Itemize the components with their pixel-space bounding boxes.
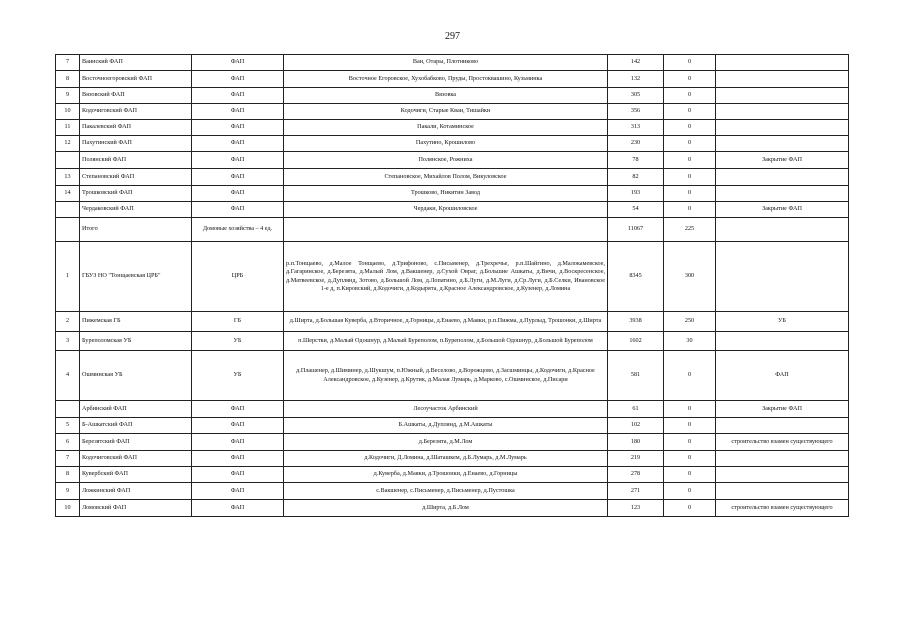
facility-type: УБ	[192, 351, 284, 401]
served-settlements: Трошково, Никитин Завод	[284, 186, 608, 202]
note-text: Закрытие ФАП	[716, 401, 849, 418]
served-settlements: Кодочиги, Старые Кваи, Тишайки	[284, 104, 608, 120]
population-value: 102	[608, 418, 664, 434]
served-settlements: д.Березята, д.М.Лом	[284, 434, 608, 451]
served-settlements: Б.Ашкаты, д.Дуплянд, д.М.Ашкаты	[284, 418, 608, 434]
facility-name: ГБУЗ НО "Тонщаевская ЦРБ"	[80, 242, 192, 312]
capacity-value: 0	[664, 71, 716, 88]
served-settlements: д.Ширта, д.Большая Куверба, д.Вторичное, д.Горницы, д.Енаево, д.Маяки, р.п.Пижма, д.Пурлыд, Трошонки, д.Ширта	[284, 312, 608, 332]
note-text	[716, 218, 849, 242]
capacity-value: 0	[664, 351, 716, 401]
population-value: 219	[608, 451, 664, 467]
facility-type: ФАП	[192, 120, 284, 136]
facility-name: Ломовский ФАП	[80, 500, 192, 517]
note-text: Закрытие ФАП	[716, 202, 849, 218]
note-text	[716, 88, 849, 104]
capacity-value: 0	[664, 88, 716, 104]
population-value: 11067	[608, 218, 664, 242]
facility-type: ФАП	[192, 451, 284, 467]
facility-type: ФАП	[192, 202, 284, 218]
population-value: 132	[608, 71, 664, 88]
capacity-value: 0	[664, 434, 716, 451]
note-text: ФАП	[716, 351, 849, 401]
note-text	[716, 55, 849, 71]
row-number: 4	[56, 351, 80, 401]
table-row	[56, 186, 849, 202]
table-row	[56, 351, 849, 401]
population-value: 230	[608, 136, 664, 152]
note-text	[716, 332, 849, 351]
note-text	[716, 104, 849, 120]
row-number: 9	[56, 483, 80, 500]
population-value: 193	[608, 186, 664, 202]
facility-type: ФАП	[192, 152, 284, 169]
facility-name: Ложкинский ФАП	[80, 483, 192, 500]
facility-type: ФАП	[192, 104, 284, 120]
facilities-table	[55, 54, 849, 517]
facility-name: Кувербский ФАП	[80, 467, 192, 483]
served-settlements: Степановское, Михайлов Полом, Викуловское	[284, 169, 608, 186]
facility-type: ФАП	[192, 136, 284, 152]
capacity-value: 0	[664, 104, 716, 120]
served-settlements: д.Кодочиги, Д.Ломина, д.Шаташкем, д.Б.Лумарь, д.М.Лумарь	[284, 451, 608, 467]
note-text: строительство взамен существующего	[716, 500, 849, 517]
capacity-value: 250	[664, 312, 716, 332]
population-value: 278	[608, 467, 664, 483]
note-text	[716, 242, 849, 312]
table-row	[56, 136, 849, 152]
facility-name: Кодочиговский ФАП	[80, 104, 192, 120]
note-text: УБ	[716, 312, 849, 332]
facility-name: Пахутинский ФАП	[80, 136, 192, 152]
served-settlements: Лесоучасток Арбинский	[284, 401, 608, 418]
table-row	[56, 71, 849, 88]
row-number: 2	[56, 312, 80, 332]
facility-name: Ошминская УБ	[80, 351, 192, 401]
facility-name: Б-Ашкатский ФАП	[80, 418, 192, 434]
note-text: строительство взамен существующего	[716, 434, 849, 451]
note-text	[716, 136, 849, 152]
row-number: 13	[56, 169, 80, 186]
capacity-value: 0	[664, 55, 716, 71]
row-number	[56, 218, 80, 242]
note-text	[716, 169, 849, 186]
row-number: 5	[56, 418, 80, 434]
population-value: 271	[608, 483, 664, 500]
population-value: 82	[608, 169, 664, 186]
population-value: 305	[608, 88, 664, 104]
table-row	[56, 169, 849, 186]
note-text	[716, 451, 849, 467]
population-value: 313	[608, 120, 664, 136]
row-number: 7	[56, 451, 80, 467]
table-row	[56, 202, 849, 218]
note-text	[716, 186, 849, 202]
row-number: 1	[56, 242, 80, 312]
note-text	[716, 71, 849, 88]
table-row	[56, 55, 849, 71]
capacity-value: 0	[664, 401, 716, 418]
facility-type: ФАП	[192, 467, 284, 483]
population-value: 581	[608, 351, 664, 401]
capacity-value: 0	[664, 467, 716, 483]
table-row	[56, 312, 849, 332]
served-settlements: Чердаки, Крошиловское	[284, 202, 608, 218]
facility-type: ФАП	[192, 169, 284, 186]
served-settlements: с.Вакшенер, с.Письменер, д.Письменер, д.Пустошка	[284, 483, 608, 500]
served-settlements: д.Куверба, д.Маяки, д.Трошонки, д.Енаево, д.Горницы	[284, 467, 608, 483]
served-settlements: Ваи, Отары, Плотниково	[284, 55, 608, 71]
table-row	[56, 401, 849, 418]
row-number	[56, 152, 80, 169]
note-text	[716, 120, 849, 136]
facility-type: ФАП	[192, 71, 284, 88]
facility-type: ФАП	[192, 418, 284, 434]
row-number: 10	[56, 500, 80, 517]
facility-type: ФАП	[192, 434, 284, 451]
population-value: 61	[608, 401, 664, 418]
facility-name: Пижемская ГБ	[80, 312, 192, 332]
population-value: 356	[608, 104, 664, 120]
table-row	[56, 467, 849, 483]
capacity-value: 0	[664, 500, 716, 517]
page-number: 297	[445, 31, 460, 42]
facility-name: Полянский ФАП	[80, 152, 192, 169]
capacity-value: 0	[664, 136, 716, 152]
facility-type: ЦРБ	[192, 242, 284, 312]
facility-name: Кодочиговский ФАП	[80, 451, 192, 467]
row-number: 6	[56, 434, 80, 451]
served-settlements: Полянское, Рожниха	[284, 152, 608, 169]
facility-name: Степановский ФАП	[80, 169, 192, 186]
population-value: 180	[608, 434, 664, 451]
facility-name: Буреполомская УБ	[80, 332, 192, 351]
population-value: 54	[608, 202, 664, 218]
row-number: 12	[56, 136, 80, 152]
facility-type: УБ	[192, 332, 284, 351]
population-value: 142	[608, 55, 664, 71]
facility-type: ГБ	[192, 312, 284, 332]
row-number	[56, 202, 80, 218]
served-settlements: р.п.Тонщаево, д.Малое Тонщаево, д.Трифоново, с.Письменер, д.Трехречье, р.п.Шайгино, д.Малокамевское, д.Гагаринское, д.Березята, д.Малый Лом, д.Вакшенер, д.Сухой Овраг, д.Большие Ашкаты, д.Вичи, д.Воскресенское, д.Матвеевское, д.Дуплянд, Зотово, д.Большой Лом, д.Лопатино, д.Б.Луги, д.М.Луги, д.Ср.Луги, д.Б.Селки, Ивановское 1-е д, п.Кировский, д.Кодочиги, д.Кодырята, д.Красное Александровское, д.Кузенер, д.Ломина	[284, 242, 608, 312]
facility-type: ФАП	[192, 500, 284, 517]
served-settlements: Восточное Егоровское, Хухобабково, Пруды, Простоквашино, Кузьминка	[284, 71, 608, 88]
population-value: 123	[608, 500, 664, 517]
facility-type: ФАП	[192, 186, 284, 202]
table-row	[56, 418, 849, 434]
facility-name: Вязовский ФАП	[80, 88, 192, 104]
table-row	[56, 451, 849, 467]
row-number: 9	[56, 88, 80, 104]
facility-name: Трошковский ФАП	[80, 186, 192, 202]
capacity-value: 0	[664, 120, 716, 136]
row-number: 14	[56, 186, 80, 202]
served-settlements: д.Плашенер, д.Шиминер, д.Шукшум, п.Южный, д.Веселово, д.Ворожцово, д.Засшминцы, д.Кодочиги, д.Красное Александровское, д.Кузенер, д.Крутик, д.Малая Лумарь, д.Марково, с.Ошминское, д.Писари	[284, 351, 608, 401]
row-number: 10	[56, 104, 80, 120]
capacity-value: 30	[664, 332, 716, 351]
facility-name: Чердаковский ФАП	[80, 202, 192, 218]
facility-type: ФАП	[192, 88, 284, 104]
table-row	[56, 120, 849, 136]
served-settlements: Пакали, Котаминское	[284, 120, 608, 136]
facility-name: Ваинский ФАП	[80, 55, 192, 71]
population-value: 1602	[608, 332, 664, 351]
table-row	[56, 104, 849, 120]
facility-type: Домовые хозяйства – 4 ед.	[192, 218, 284, 242]
population-value: 78	[608, 152, 664, 169]
capacity-value: 0	[664, 169, 716, 186]
facility-name: Итого	[80, 218, 192, 242]
row-number: 3	[56, 332, 80, 351]
capacity-value: 0	[664, 418, 716, 434]
table-row	[56, 218, 849, 242]
served-settlements: п.Шерстки, д.Малый Одошнур, д.Малый Буреполом, п.Буреполом, д.Большой Одошнур, д.Большой Буреполом	[284, 332, 608, 351]
note-text: Закрытие ФАП	[716, 152, 849, 169]
capacity-value: 225	[664, 218, 716, 242]
facility-type: ФАП	[192, 401, 284, 418]
table-row	[56, 88, 849, 104]
row-number: 8	[56, 71, 80, 88]
facility-type: ФАП	[192, 483, 284, 500]
row-number: 7	[56, 55, 80, 71]
population-value: 3938	[608, 312, 664, 332]
row-number: 8	[56, 467, 80, 483]
table-row	[56, 332, 849, 351]
table-row	[56, 500, 849, 517]
served-settlements: Пахутино, Крошилово	[284, 136, 608, 152]
capacity-value: 0	[664, 483, 716, 500]
population-value: 8345	[608, 242, 664, 312]
row-number	[56, 401, 80, 418]
table-row	[56, 483, 849, 500]
capacity-value: 0	[664, 451, 716, 467]
table-row	[56, 434, 849, 451]
capacity-value: 0	[664, 152, 716, 169]
served-settlements	[284, 218, 608, 242]
table-row	[56, 152, 849, 169]
capacity-value: 0	[664, 202, 716, 218]
note-text	[716, 418, 849, 434]
served-settlements: д.Ширта, д.Б.Лом	[284, 500, 608, 517]
note-text	[716, 483, 849, 500]
capacity-value: 0	[664, 186, 716, 202]
table-row	[56, 242, 849, 312]
facility-name: Березятский ФАП	[80, 434, 192, 451]
served-settlements: Вязовка	[284, 88, 608, 104]
row-number: 11	[56, 120, 80, 136]
capacity-value: 300	[664, 242, 716, 312]
facility-type: ФАП	[192, 55, 284, 71]
facility-name: Восточноегоровский ФАП	[80, 71, 192, 88]
note-text	[716, 467, 849, 483]
facility-name: Пакалевский ФАП	[80, 120, 192, 136]
facility-name: Арбинский ФАП	[80, 401, 192, 418]
